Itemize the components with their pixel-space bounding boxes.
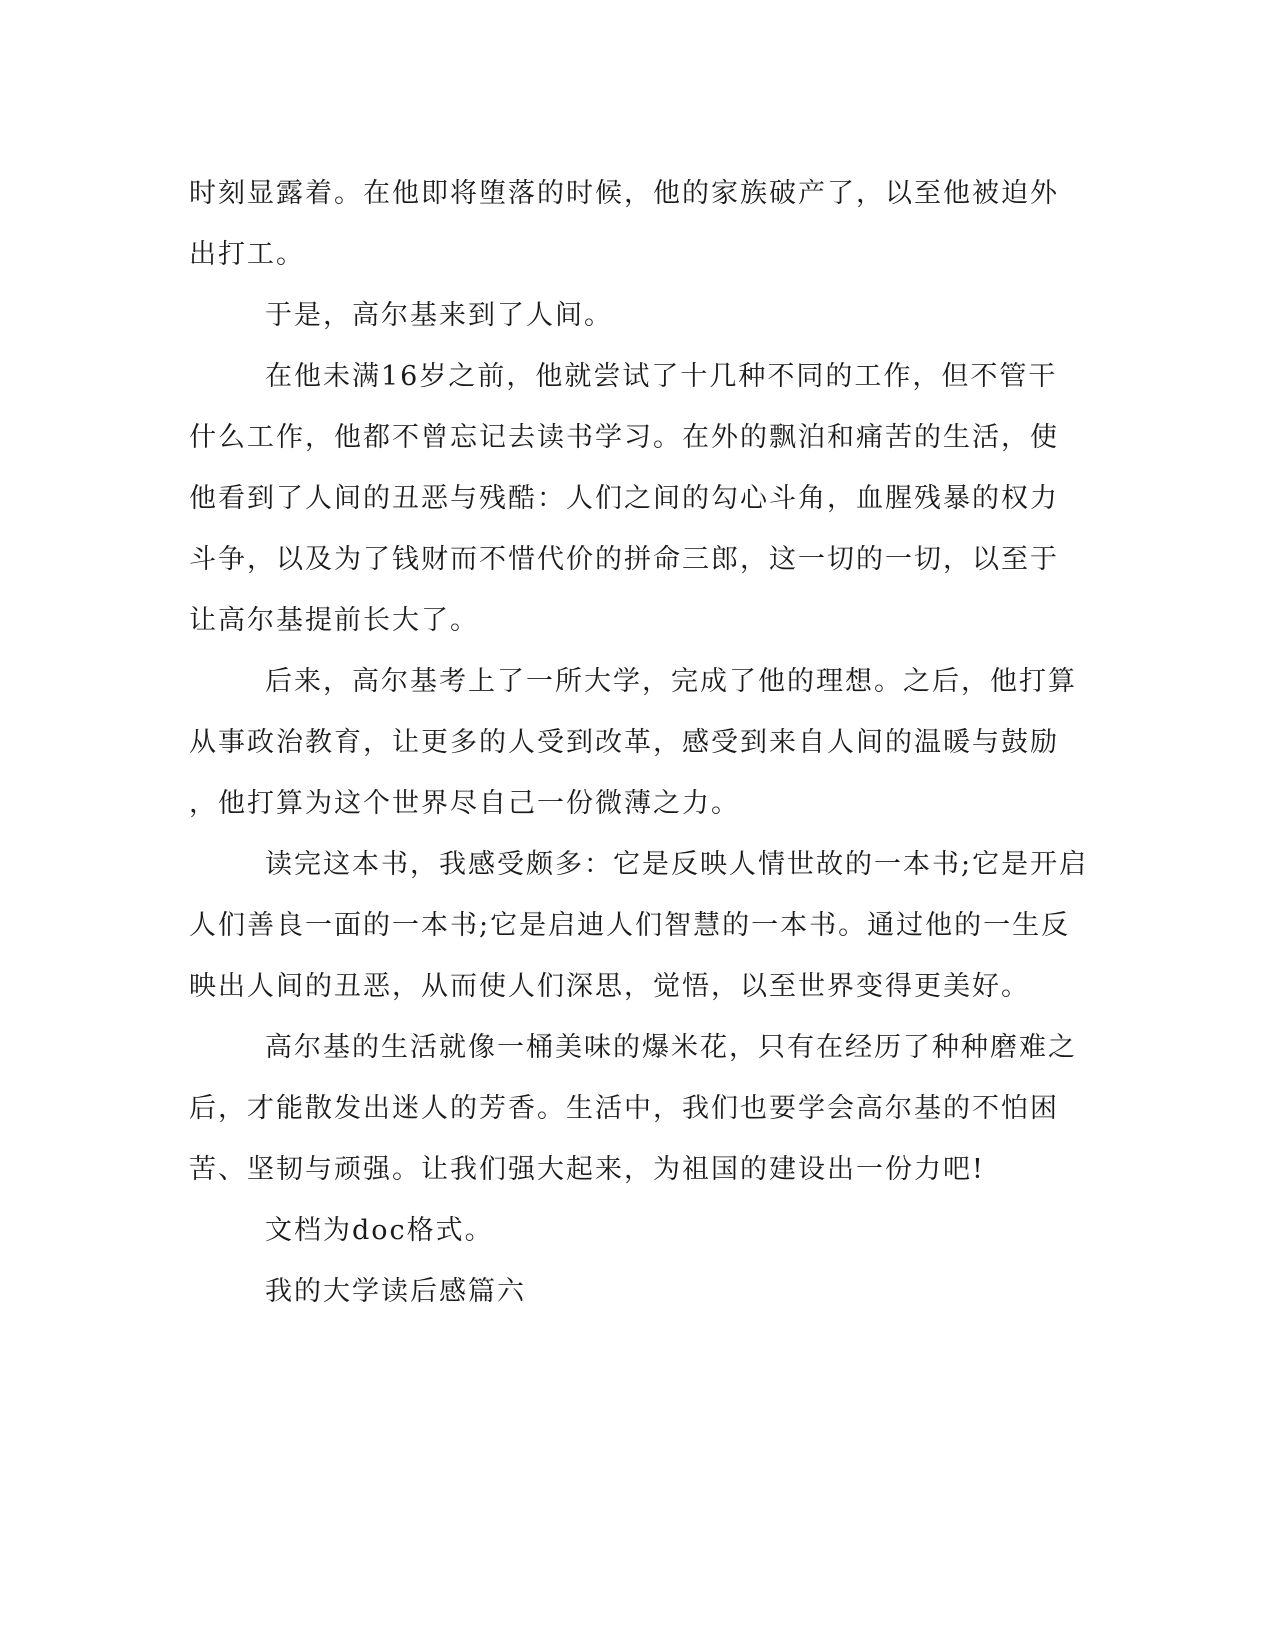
text-line: ，他打算为这个世界尽自己一份微薄之力。	[189, 788, 740, 819]
text-line: 文档为doc格式。	[265, 1215, 494, 1246]
text-line: 从事政治教育，让更多的人受到改革，感受到来自人间的温暖与鼓励	[189, 727, 1059, 758]
text-line: 斗争，以及为了钱财而不惜代价的拼命三郎，这一切的一切，以至于	[189, 544, 1059, 575]
text-line: 苦、坚韧与顽强。让我们强大起来，为祖国的建设出一份力吧!	[189, 1154, 985, 1185]
text-line: 映出人间的丑恶，从而使人们深思，觉悟，以至世界变得更美好。	[189, 971, 1030, 1002]
text-line: 什么工作，他都不曾忘记去读书学习。在外的飘泊和痛苦的生活，使	[189, 422, 1059, 453]
text-line: 后，才能散发出迷人的芳香。生活中，我们也要学会高尔基的不怕困	[189, 1093, 1059, 1124]
text-line: 让高尔基提前长大了。	[189, 605, 479, 636]
text-line: 他看到了人间的丑恶与残酷：人们之间的勾心斗角，血腥残暴的权力	[189, 483, 1059, 514]
text-line: 后来，高尔基考上了一所大学，完成了他的理想。之后，他打算	[265, 666, 1077, 697]
document-body	[189, 163, 1089, 1322]
text-line: 于是，高尔基来到了人间。	[265, 300, 613, 331]
text-line: 读完这本书，我感受颇多：它是反映人情世故的一本书;它是开启	[265, 849, 1089, 880]
section-heading: 我的大学读后感篇六	[265, 1276, 526, 1307]
text-line: 人们善良一面的一本书;它是启迪人们智慧的一本书。通过他的一生反	[189, 910, 1071, 941]
text-line: 高尔基的生活就像一桶美味的爆米花，只有在经历了种种磨难之	[265, 1032, 1077, 1063]
text-line: 时刻显露着。在他即将堕落的时候，他的家族破产了，以至他被迫外	[189, 178, 1059, 209]
text-line: 在他未满16岁之前，他就尝试了十几种不同的工作，但不管干	[265, 361, 1058, 392]
text-line: 出打工。	[189, 239, 305, 270]
